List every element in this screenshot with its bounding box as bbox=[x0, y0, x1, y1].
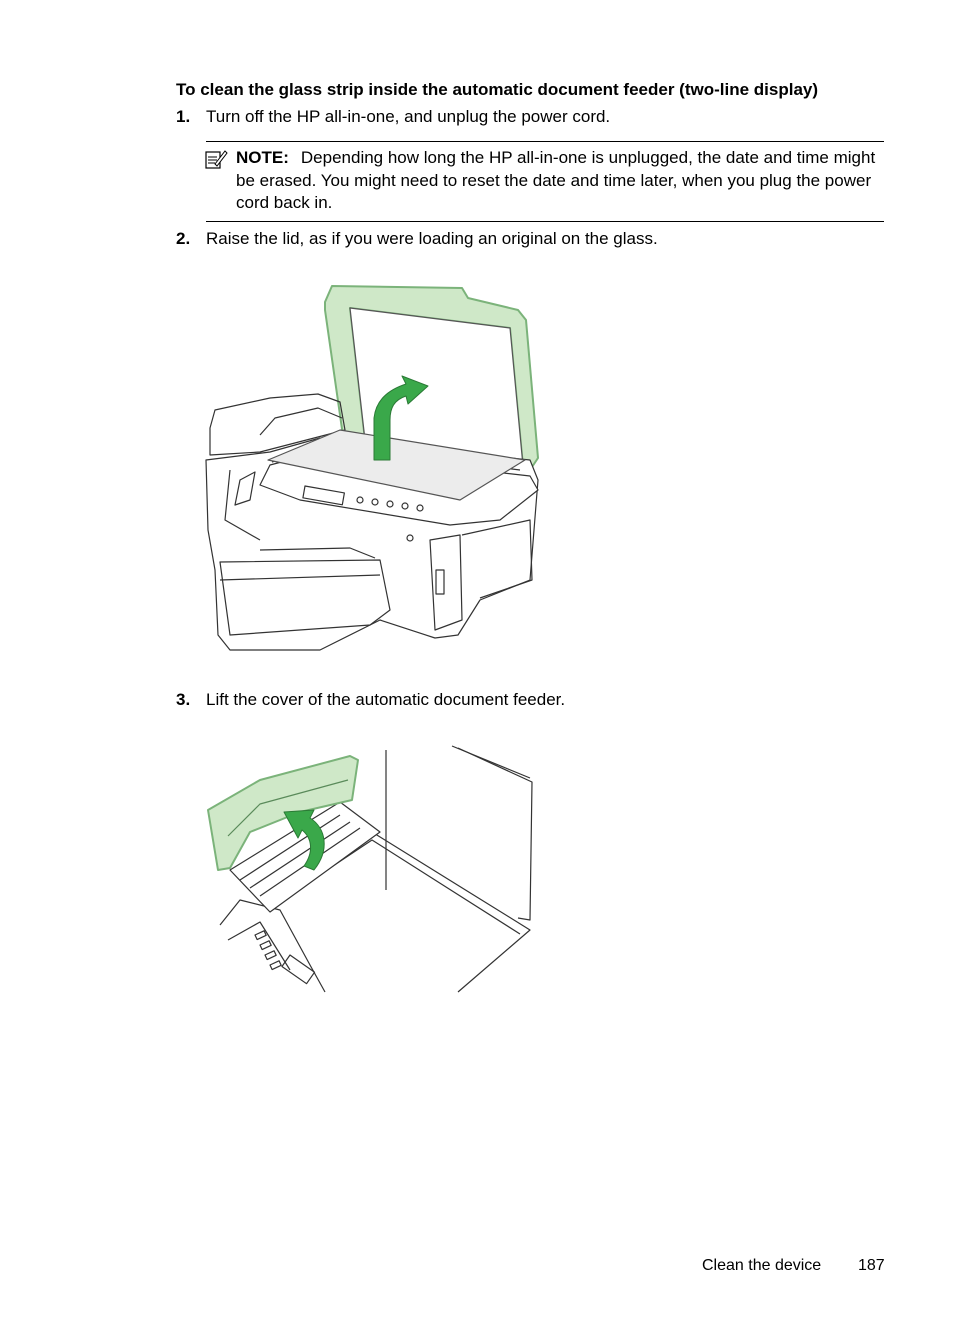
adf-cover-illustration bbox=[200, 740, 540, 995]
note-icon bbox=[205, 148, 229, 170]
step-2 bbox=[176, 229, 658, 249]
step-number: 1. bbox=[176, 107, 191, 126]
footer-page-number: 187 bbox=[858, 1257, 885, 1274]
procedure-heading: To clean the glass strip inside the automatic document feeder (two-line display) bbox=[176, 80, 819, 99]
step-text: Lift the cover of the automatic document feeder. bbox=[206, 690, 566, 709]
step-text: Turn off the HP all-in-one, and unplug the power cord. bbox=[206, 107, 611, 126]
raised-lid-illustration bbox=[200, 280, 545, 655]
step-number: 3. bbox=[176, 690, 191, 709]
footer-section: Clean the device bbox=[702, 1257, 822, 1274]
step-text: Raise the lid, as if you were loading an original on the glass. bbox=[206, 229, 658, 248]
step-1 bbox=[176, 107, 610, 127]
step-number: 2. bbox=[176, 229, 191, 248]
note bbox=[236, 147, 884, 215]
note-top-rule bbox=[206, 141, 884, 142]
step-3 bbox=[176, 690, 565, 710]
note-body: Depending how long the HP all-in-one is unplugged, the date and time might be erased. You might need to reset the date and time later, when you plug the power cord back in. bbox=[236, 148, 876, 212]
note-bottom-rule bbox=[206, 221, 884, 222]
note-label: NOTE: bbox=[236, 148, 289, 167]
